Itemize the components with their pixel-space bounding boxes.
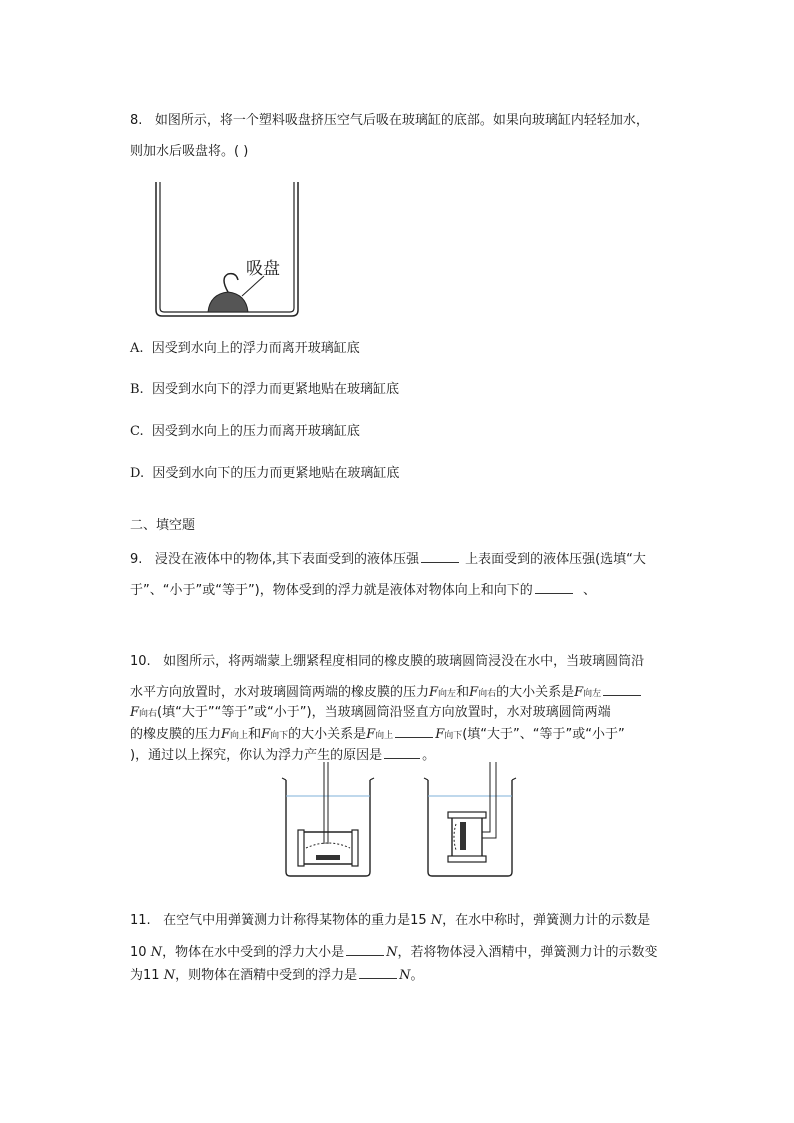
q10-stem-5: )，通过以上探究，你认为浮力产生的原因是 <box>130 748 383 763</box>
q8-option-d <box>130 465 399 483</box>
section-title <box>130 517 195 535</box>
q9-number: 9. <box>130 552 143 567</box>
q9-stem-2: 上表面受到的液体压强(选填“大 <box>465 552 646 567</box>
q8-option-a <box>130 340 360 358</box>
option-text: 因受到水向上的压力而离开玻璃缸底 <box>151 424 360 439</box>
q11-blank-1[interactable] <box>346 943 384 956</box>
q9-line-2 <box>130 581 596 600</box>
q8-option-b <box>130 381 399 399</box>
q10-line-1 <box>130 653 644 671</box>
q8-option-c <box>130 423 360 441</box>
q9-stem-3: 于”、“小于”或“等于”)，物体受到的浮力就是液体对物体向上和向下的 <box>130 583 533 598</box>
q10-blank-1[interactable] <box>603 683 641 696</box>
q8-stem-1: 如图所示，将一个塑料吸盘挤压空气后吸在玻璃缸的底部。如果向玻璃缸内轻轻加水， <box>154 113 649 128</box>
q10-line-5: )，通过以上探究，你认为浮力产生的原因是 。 <box>130 748 436 763</box>
q11-line-3: 为11 N，则物体在酒精中受到的浮力是 N。 <box>130 968 424 983</box>
q11-blank-2[interactable] <box>359 966 397 979</box>
q10-blank-2[interactable] <box>395 725 433 738</box>
q8-figure-tank <box>150 178 310 318</box>
q10-stem-3: (填“大于”“等于”或“小于”)，当玻璃圆筒沿竖直方向放置时，水对玻璃圆筒两端 <box>157 705 611 720</box>
q9-blank-2[interactable] <box>535 581 573 594</box>
q9-blank-1[interactable] <box>421 550 459 563</box>
q8-figure-label: 吸盘 <box>246 259 280 279</box>
option-text: 因受到水向上的浮力而离开玻璃缸底 <box>151 341 360 356</box>
section-title-text: 二、填空题 <box>130 518 196 533</box>
suction-cup-icon <box>208 292 248 312</box>
q10-stem-2a: 水平方向放置时，水对玻璃圆筒两端的橡皮膜的压力 <box>130 685 430 700</box>
q9-line-1 <box>130 550 646 569</box>
option-letter: B. <box>130 382 144 397</box>
q10-figure-vertical <box>422 762 518 880</box>
q10-line-2: 水平方向放置时，水对玻璃圆筒两端的橡皮膜的压力F向左和F向右的大小关系是F向左 <box>130 683 643 703</box>
q8-line-1 <box>130 112 649 130</box>
option-letter: A. <box>130 341 144 356</box>
q8-stem-2: 则加水后吸盘将。( ) <box>130 144 249 159</box>
q10-stem-1: 如图所示，将两端蒙上绷紧程度相同的橡皮膜的玻璃圆筒浸没在水中，当玻璃圆筒沿 <box>163 654 645 669</box>
q11-line-1: 11. 在空气中用弹簧测力计称得某物体的重力是15 N，在水中称时，弹簧测力计的示数是 <box>130 913 651 928</box>
q10-number: 10. <box>130 654 151 669</box>
option-letter: C. <box>130 424 144 439</box>
q9-stem-1: 浸没在液体中的物体,其下表面受到的液体压强 <box>154 552 419 567</box>
q10-line-4: 的橡皮膜的压力F向上和F向下的大小关系是F向上 F向下(填“大于”、“等于”或“小于” <box>130 727 625 742</box>
option-letter: D. <box>130 466 145 481</box>
option-text: 因受到水向下的浮力而更紧地贴在玻璃缸底 <box>151 382 399 397</box>
q8-line-2 <box>130 143 248 161</box>
q8-number: 8. <box>130 113 143 128</box>
q11-line-2: 10 N，物体在水中受到的浮力大小是 N，若将物体浸入酒精中，弹簧测力计的示数变 <box>130 945 658 960</box>
q10-figure-horizontal <box>280 762 376 880</box>
q9-stem-4: 、 <box>583 583 597 598</box>
option-text: 因受到水向下的压力而更紧地贴在玻璃缸底 <box>152 466 400 481</box>
q10-line-3: F向右(填“大于”“等于”或“小于”)，当玻璃圆筒沿竖直方向放置时，水对玻璃圆筒两端 <box>130 705 611 720</box>
q10-blank-3[interactable] <box>384 746 420 759</box>
q11-number: 11. <box>130 913 151 928</box>
